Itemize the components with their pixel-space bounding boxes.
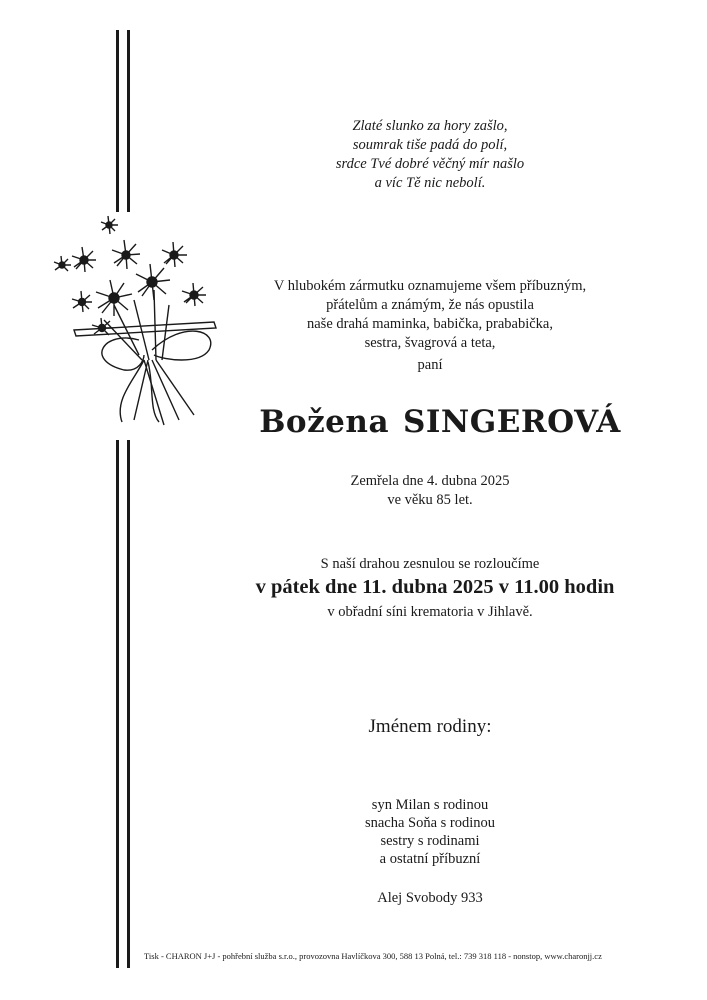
poem-line: soumrak tiše padá do polí, <box>352 137 508 153</box>
honorific: paní <box>417 357 443 373</box>
family-members <box>320 796 540 868</box>
farewell-datetime: v pátek dne 11. dubna 2025 v 11.00 hodin <box>255 576 615 598</box>
deceased-first-name: Božena <box>259 404 390 440</box>
poem <box>300 117 560 193</box>
poem-line: Zlaté slunko za hory zašlo, <box>352 118 508 134</box>
deceased-name <box>200 404 680 440</box>
address: Alej Svobody 933 <box>377 890 483 906</box>
family-heading: Jménem rodiny: <box>368 716 492 737</box>
mourning-line-right-top <box>127 30 130 212</box>
death-date: Zemřela dne 4. dubna 2025 <box>350 473 510 489</box>
flower-bouquet-icon <box>44 210 224 430</box>
death-info <box>320 472 540 510</box>
farewell-place: v obřadní síni krematoria v Jihlavě. <box>327 604 533 620</box>
mourning-line-left-top <box>116 30 119 212</box>
family-member: a ostatní příbuzní <box>379 851 481 867</box>
family-member: syn Milan s rodinou <box>371 797 489 813</box>
death-age: ve věku 85 let. <box>387 492 473 508</box>
family-member: snacha Soňa s rodinou <box>364 815 496 831</box>
announcement-line: V hlubokém zármutku oznamujeme všem příbuzným, <box>273 278 587 294</box>
poem-line: srdce Tvé dobré věčný mír našlo <box>335 156 525 172</box>
farewell-intro: S naší drahou zesnulou se rozloučíme <box>320 556 540 572</box>
announcement-line: naše drahá maminka, babička, prababička, <box>307 316 553 332</box>
poem-line: a víc Tě nic nebolí. <box>374 175 486 191</box>
deceased-last-name: SINGEROVÁ <box>403 404 621 440</box>
family-member: sestry s rodinami <box>380 833 480 849</box>
mourning-line-right-bottom <box>127 440 130 968</box>
announcement <box>250 277 610 353</box>
printer-footer: Tisk - CHARON J+J - pohřební služba s.r.o., provozovna Havlíčkova 300, 588 13 Polná, tel.: 739 318 118 - nonstop, www.charonjj.cz <box>144 951 602 961</box>
announcement-line: přátelům a známým, že nás opustila <box>326 297 534 313</box>
announcement-line: sestra, švagrová a teta, <box>364 335 496 351</box>
mourning-line-left-bottom <box>116 440 119 968</box>
